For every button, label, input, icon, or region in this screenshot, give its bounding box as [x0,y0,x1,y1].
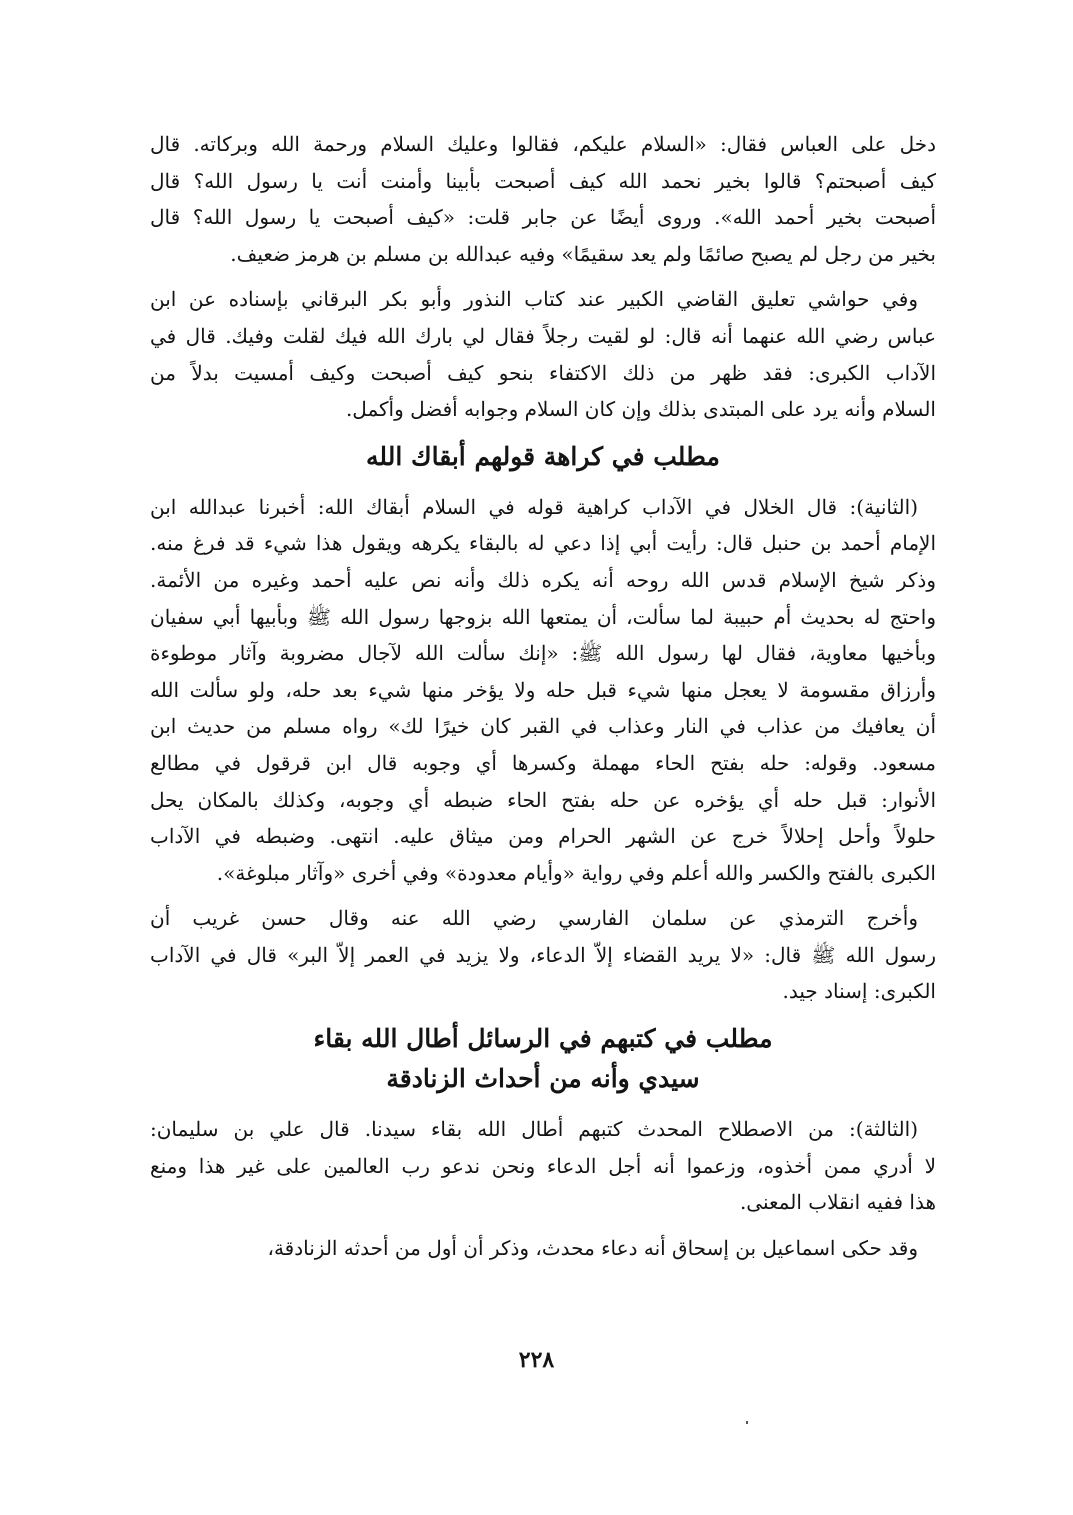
text-line: حلولاً وأحل إحلالاً خرج عن الشهر الحرام ومن ميثاق عليه. انتهى. وضبطه في الآداب [150,824,936,849]
text-line: وأخرج الترمذي عن سلمان الفارسي رضي الله عنه وقال حسن غريب أن [150,906,918,931]
paragraph-second-point [150,489,936,892]
text-line: الكبرى: إسناد جيد. [782,979,936,1004]
text-line: وفي حواشي تعليق القاضي الكبير عند كتاب النذور وأبو بكر البرقاني بإسناده عن ابن [150,287,918,312]
paragraph-tirmidhi [150,900,936,1010]
text-line: دخل على العباس فقال: «السلام عليكم، فقالوا وعليك السلام ورحمة الله وبركاته. قال [150,132,936,156]
paragraph-third-point [150,1111,936,1221]
paragraph-qadi-notes [150,281,936,427]
text-line: (الثالثة): من الاصطلاح المحدث كتبهم أطال الله بقاء سيدنا. قال علي بن سليمان: [150,1117,918,1142]
text-line: وأرزاق مقسومة لا يعجل منها شيء قبل حله ولا يؤخر منها شيء بعد حله، ولو سألت الله [150,677,936,702]
text-line: هذا ففيه انقلاب المعنى. [739,1190,936,1215]
text-line: كيف أصبحتم؟ قالوا بخير نحمد الله كيف أصبحت بأبينا وأمنت أنت يا رسول الله؟ قال [150,168,936,193]
text-line: أن يعافيك من عذاب في النار وعذاب في القبر كان خيرًا لك» رواه مسلم من حديث ابن [150,714,936,739]
section-heading-atal-allah-baqaa [150,1019,936,1099]
text-line: بخير من رجل لم يصبح صائمًا ولم يعد سقيمًا» وفيه عبدالله بن مسلم بن هرمز ضعيف. [230,241,936,266]
text-line: عباس رضي الله عنهما أنه قال: لو لقيت رجلاً فقال لي بارك الله فيك لقلت وفيك. قال في [150,323,936,348]
text-line: السلام وأنه يرد على المبتدى بذلك وإن كان السلام وجوابه أفضل وأكمل. [345,397,936,422]
scan-speck [746,1421,748,1424]
text-line: الآداب الكبرى: فقد ظهر من ذلك الاكتفاء بنحو كيف أصبحت وكيف أمسيت بدلاً من [150,360,937,385]
text-line: وذكر شيخ الإسلام قدس الله روحه أنه يكره ذلك وأنه نص عليه أحمد وغيره من الأئمة. [150,567,936,592]
heading-line: مطلب في كتبهم في الرسائل أطال الله بقاء [313,1024,773,1054]
text-line: مسعود. وقوله: حله بفتح الحاء مهملة وكسرها أي وجوبه قال ابن قرقول في مطالع [150,750,936,775]
text-line: أصبحت بخير أحمد الله». وروى أيضًا عن جابر قلت: «كيف أصبحت يا رسول الله؟ قال [150,205,936,230]
text-line: لا أدري ممن أخذوه، وزعموا أنه أجل الدعاء ونحن ندعو رب العالمين على غير هذا ومنع [150,1153,936,1178]
text-line: رسول الله ﷺ قال: «لا يريد القضاء إلاّ الدعاء، ولا يزيد في العمر إلاّ البر» قال في الآداب [150,942,936,967]
text-line: وبأخيها معاوية، فقال لها رسول الله ﷺ: «إنك سألت الله لآجال مضروبة وآثار موطوءة [150,641,936,666]
text-line: واحتج له بحديث أم حبيبة لما سألت، أن يمتعها الله بزوجها رسول الله ﷺ وبأبيها أبي سفيان [150,604,936,629]
page-number: ٢٢٨ [518,1347,555,1373]
paragraph-ismail-ibn-ishaq [150,1230,936,1267]
section-heading-abqak-allah [150,437,936,477]
text-line: الكبرى بالفتح والكسر والله أعلم وفي رواية «وأيام معدودة» وفي أخرى «وآثار مبلوغة». [216,860,936,885]
text-line: الأنوار: قبل حله أي يؤخره عن حله بفتح الحاء ضبطه أي وجوبه، وكذلك بالمكان يحل [150,787,936,812]
text-line: (الثانية): قال الخلال في الآداب كراهية قوله في السلام أبقاك الله: أخبرنا عبدالله ابن [150,494,918,519]
heading-line: مطلب في كراهة قولهم أبقاك الله [366,441,720,471]
heading-line: سيدي وأنه من أحداث الزنادقة [386,1064,700,1094]
text-line: وقد حكى اسماعيل بن إسحاق أنه دعاء محدث، وذكر أن أول من أحدثه الزنادقة، [267,1235,918,1260]
book-page-body [150,126,936,1275]
paragraph-greeting-hadith [150,126,936,272]
text-line: الإمام أحمد بن حنبل قال: رأيت أبي إذا دعي له بالبقاء يكرهه ويقول هذا شيء قد فرغ منه. [150,531,936,556]
